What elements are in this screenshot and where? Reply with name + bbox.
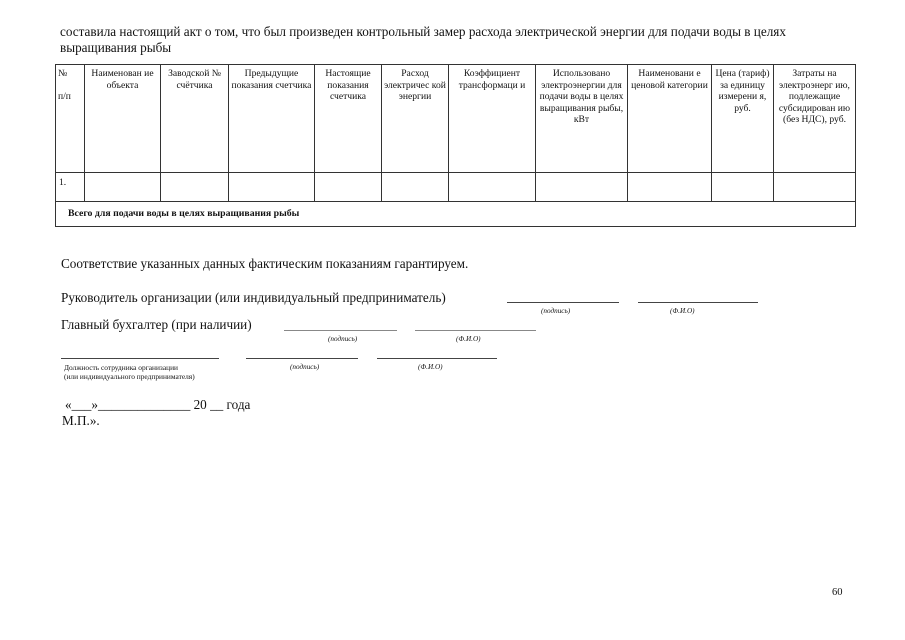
table-cell <box>85 173 161 202</box>
accountant-signature-line <box>284 330 397 331</box>
header-meter-serial: Заводской № счётчика <box>161 65 229 173</box>
table-cell <box>229 173 315 202</box>
header-row-number: № п/п <box>56 65 85 173</box>
date-line: «___»______________ 20 __ года <box>65 397 251 412</box>
head-name-caption: (Ф.И.О) <box>670 307 695 315</box>
header-energy-used: Использовано электроэнергии для подачи воды в целях выращивания рыбы, кВт <box>536 65 628 173</box>
position-caption: Должность сотрудника организации (или индивидуального предпринимателя) <box>64 363 195 381</box>
header-subsidy-costs: Затраты на электроэнерг ию, подлежащие субсидирован ию (без НДС), руб. <box>774 65 856 173</box>
header-transformation-ratio: Коэффициент трансформаци и <box>449 65 536 173</box>
accountant-name-line <box>415 330 536 331</box>
table-cell <box>536 173 628 202</box>
table-cell <box>628 173 712 202</box>
header-price-category: Наименовани е ценовой категории <box>628 65 712 173</box>
header-object-name: Наименован ие объекта <box>85 65 161 173</box>
accountant-signature-label: Главный бухгалтер (при наличии) <box>61 317 252 332</box>
page-number: 60 <box>832 587 843 598</box>
table-cell <box>449 173 536 202</box>
energy-measurement-table <box>55 64 856 227</box>
table-cell <box>315 173 382 202</box>
position-line <box>61 358 219 359</box>
row-number-cell: 1. <box>56 173 85 202</box>
head-name-line <box>638 302 758 303</box>
head-signature-label: Руководитель организации (или индивидуальный предприниматель) <box>61 290 446 305</box>
stamp-label: М.П.». <box>62 413 100 428</box>
header-previous-readings: Предыдущие показания счетчика <box>229 65 315 173</box>
table-header-row <box>56 65 856 173</box>
table-cell <box>712 173 774 202</box>
confirmation-text: Соответствие указанных данных фактическим показаниям гарантируем. <box>61 256 469 271</box>
head-sign-caption: (подпись) <box>541 307 571 315</box>
accountant-name-caption: (Ф.И.О) <box>456 335 481 343</box>
employee-name-line <box>377 358 497 359</box>
header-unit-price: Цена (тариф) за единицу измерени я, руб. <box>712 65 774 173</box>
total-label: Всего для подачи воды в целях выращивания рыбы <box>56 202 856 227</box>
table-cell <box>161 173 229 202</box>
header-current-readings: Настоящие показания счетчика <box>315 65 382 173</box>
employee-name-caption: (Ф.И.О) <box>418 363 443 371</box>
intro-text: составила настоящий акт о том, что был произведен контрольный замер расхода электрической энергии для подачи воды в целях выращивания рыбы <box>60 24 786 55</box>
head-signature-line <box>507 302 619 303</box>
employee-signature-line <box>246 358 358 359</box>
employee-sign-caption: (подпись) <box>290 363 320 371</box>
table-total-row <box>56 202 856 227</box>
table-row <box>56 173 856 202</box>
table-cell <box>382 173 449 202</box>
header-energy-consumption: Расход электричес кой энергии <box>382 65 449 173</box>
accountant-sign-caption: (подпись) <box>328 335 358 343</box>
table-cell <box>774 173 856 202</box>
